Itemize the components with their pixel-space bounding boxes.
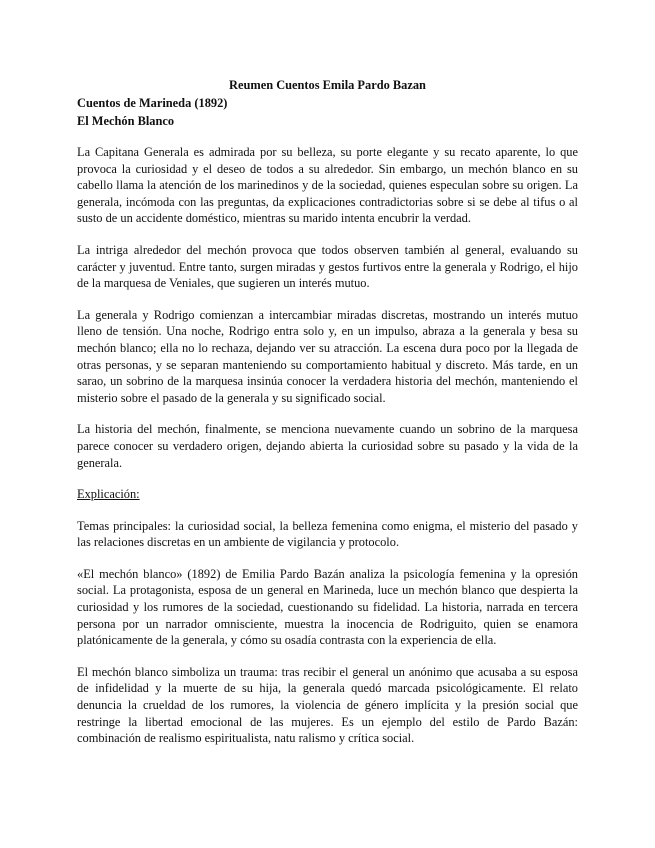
story-title: El Mechón Blanco: [77, 114, 175, 128]
explanation-heading: [77, 486, 578, 503]
explanation-heading-text: Explicación:: [77, 487, 140, 502]
explanation-paragraph: El mechón blanco simboliza un trauma: tras recibir el general un anónimo que acusaba a su esposa de infidelidad y la muerte de su hija, la generala quedó marcada psicológicamente. El relato denuncia la crueldad de los rumores, la violencia de género implícita y la presión social que restringe la libertad emocional de las mujeres. Es un ejemplo del estilo de Pardo Bazán: combinación de realismo espiritualista, natu ralismo y crítica social.: [77, 664, 578, 746]
summary-paragraph: La Capitana Generala es admirada por su belleza, su porte elegante y su recato aparente, lo que provoca la curiosidad y el deseo de todos a su alrededor. Sin embargo, un mechón blanco en su cabello llama la atención de los marinedinos y de la sociedad, quienes especulan sobre su origen. La generala, incómoda con las preguntas, da explicaciones contradictorias sobre si se debe al tifus o al susto de un accidente doméstico, mientras su marido intenta encubrir la verdad.: [77, 145, 578, 226]
summary-paragraph: La historia del mechón, finalmente, se menciona nuevamente cuando un sobrino de la marquesa parece conocer su verdadero origen, dejando abierta la curiosidad sobre su pasado y la vida de la generala.: [77, 422, 578, 470]
spacer: [77, 130, 578, 144]
explanation-paragraph: «El mechón blanco» (1892) de Emilia Pardo Bazán analiza la psicología femenina y la opresión social. La protagonista, esposa de un general en Marineda, luce un mechón blanco que despierta la curiosidad y los rumores de la sociedad, cuestionando su fidelidad. La historia, narrada en tercera persona por un narrador omnisciente, muestra la inocencia de Rodriguito, quien se enamora platónicamente de la generala, y cómo su osadía contrasta con la experiencia de ella.: [77, 566, 578, 648]
summary-paragraph: La intriga alrededor del mechón provoca que todos observen también al general, evaluando su carácter y juventud. Entre tanto, surgen miradas y gestos furtivos entre la generala y Rodrigo, el hijo de la marquesa de Veniales, que sugieren un interés mutuo.: [77, 242, 578, 291]
document-title: Reumen Cuentos Emila Pardo Bazan: [229, 78, 426, 92]
explanation-paragraph: Temas principales: la curiosidad social, la belleza femenina como enigma, el misterio del pasado y las relaciones discretas en un ambiente de vigilancia y protocolo.: [77, 518, 578, 550]
summary-paragraph: La generala y Rodrigo comienzan a intercambiar miradas discretas, mostrando un interés mutuo lleno de tensión. Una noche, Rodrigo entra solo y, en un impulso, abraza a la generala y besa su mechón blanco; ella no lo rechaza, dejando ver su atracción. La escena dura poco por la llegada de otras personas, y se separan manteniendo su comportamiento habitual y discreto. Más tarde, en un sarao, un sobrino de la marquesa insinúa conocer la verdadera historia del mechón, manteniendo el misterio sobre el pasado de la generala y su significado social.: [77, 307, 578, 405]
collection-heading: Cuentos de Marineda (1892): [77, 96, 228, 110]
